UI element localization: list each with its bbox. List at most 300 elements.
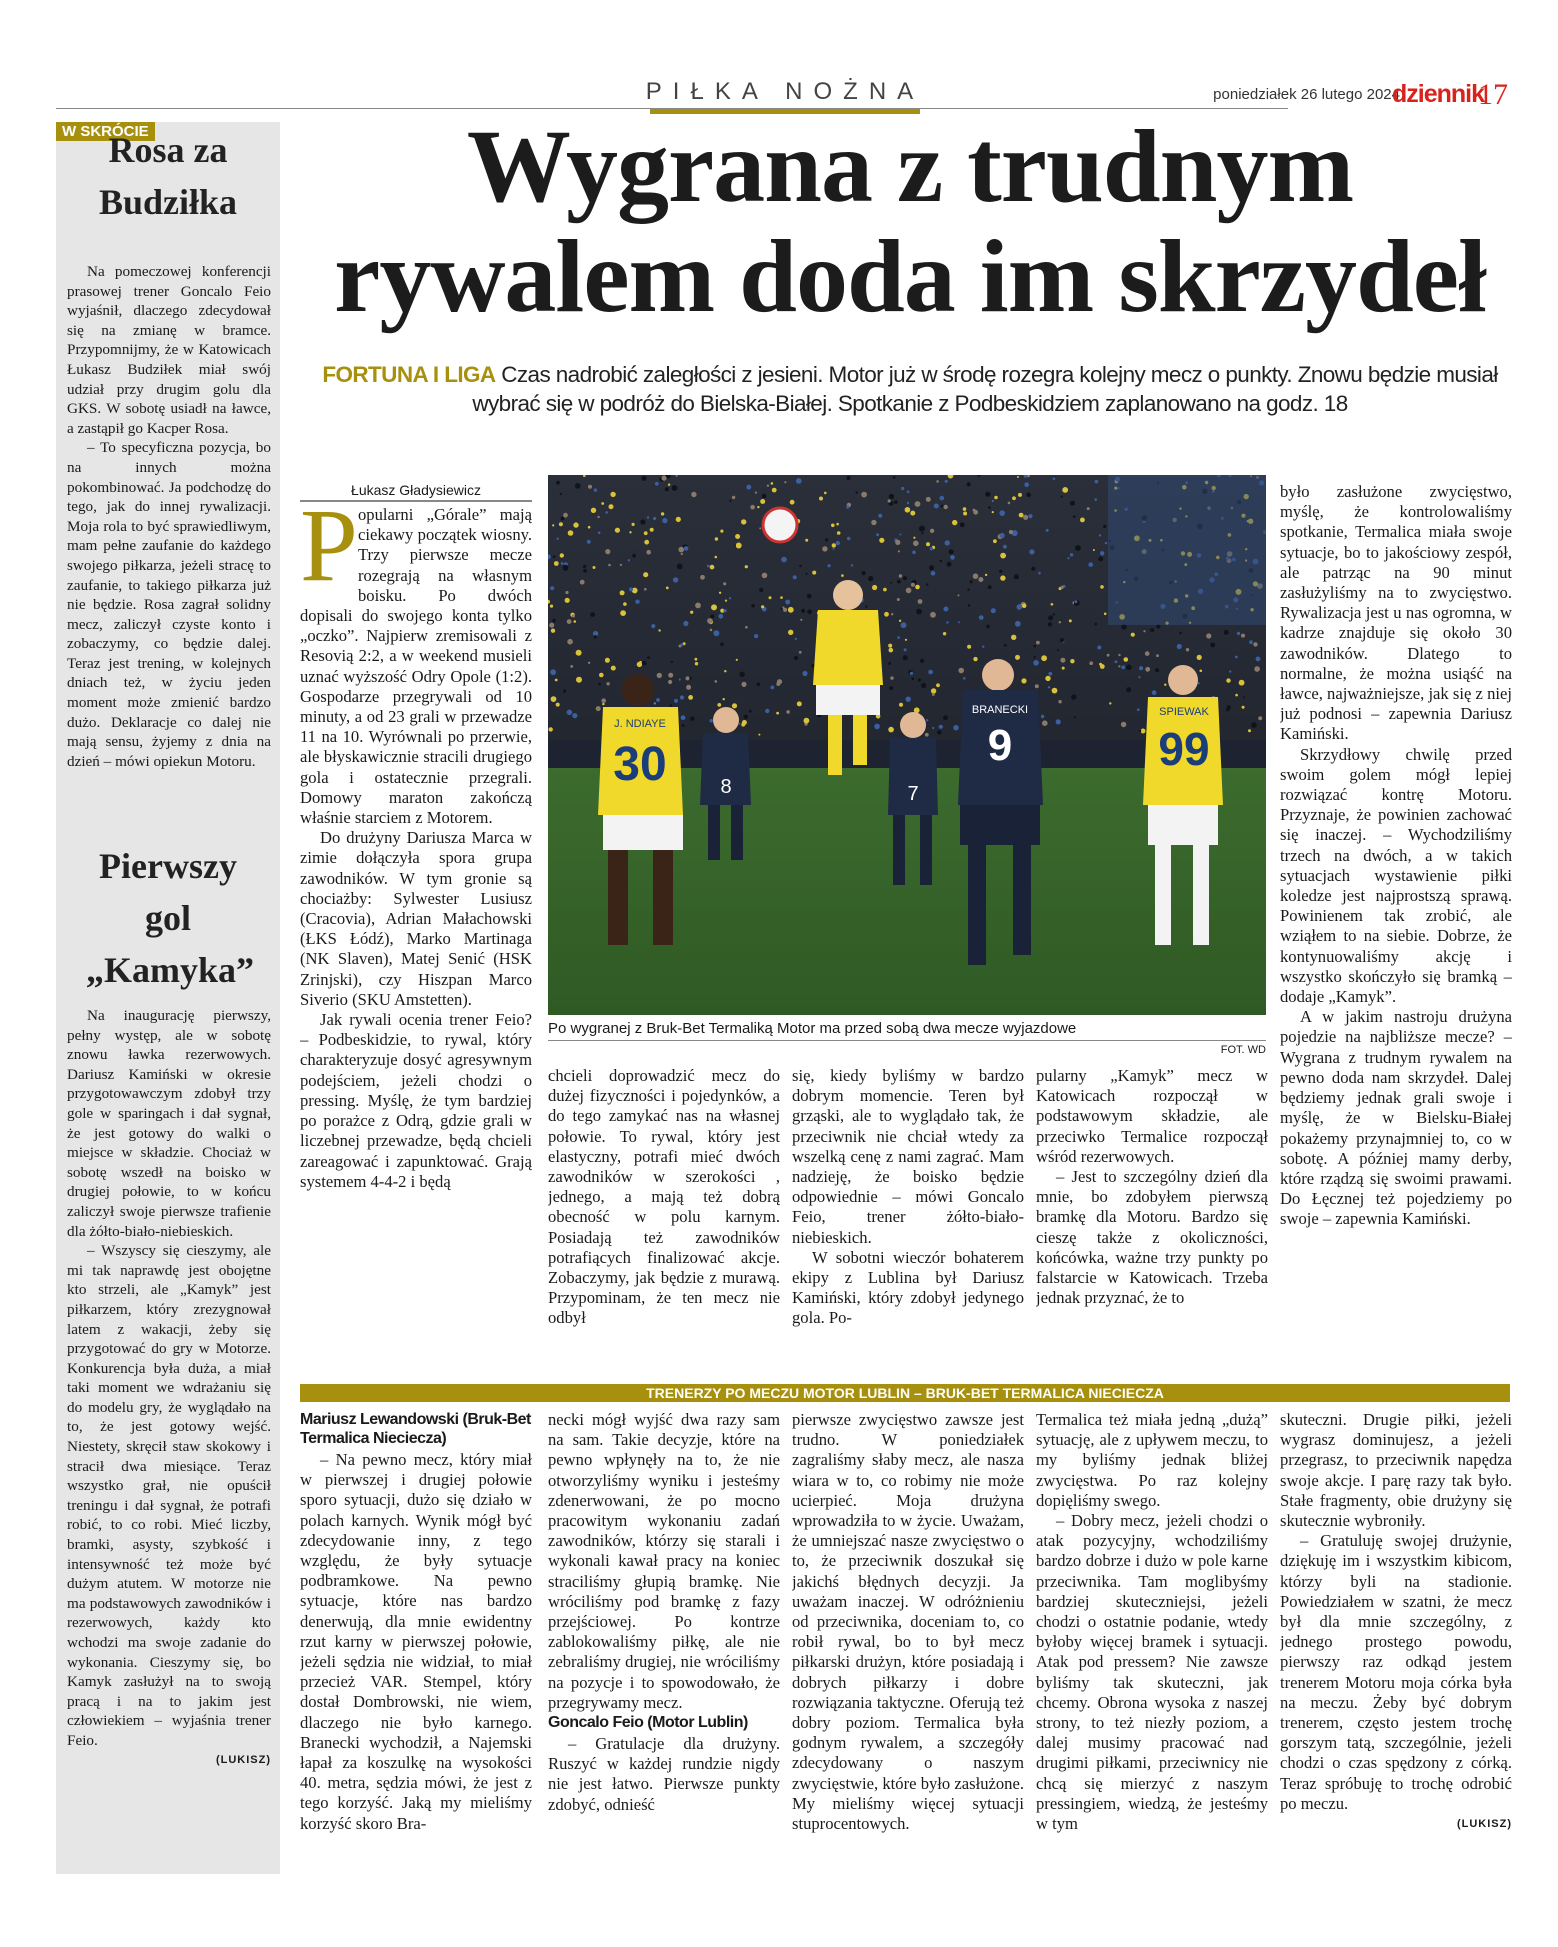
crowd-dot (1004, 644, 1007, 647)
crowd-dot (846, 476, 850, 480)
crowd-dot (567, 710, 573, 716)
crowd-dot (751, 604, 755, 608)
crowd-dot (910, 511, 915, 516)
crowd-dot (605, 549, 610, 554)
crowd-dot (807, 609, 812, 614)
crowd-dot (749, 710, 752, 713)
crowd-dot (878, 514, 882, 518)
crowd-dot (735, 534, 740, 539)
crowd-dot (970, 580, 973, 583)
crowd-dot (563, 565, 569, 571)
sidebar-in-brief (56, 122, 280, 1874)
crowd-dot (700, 575, 705, 580)
crowd-dot (640, 519, 645, 524)
crowd-dot (729, 500, 731, 502)
crowd-dot (681, 715, 686, 720)
crowd-dot (1198, 682, 1200, 684)
crowd-dot (985, 492, 990, 497)
crowd-dot (777, 679, 782, 684)
brief-body (67, 262, 271, 771)
crowd-dot (978, 577, 983, 582)
crowd-dot (755, 492, 757, 494)
crowd-dot (679, 679, 681, 681)
crowd-dot (992, 500, 994, 502)
crowd-dot (899, 620, 901, 622)
crowd-dot (760, 499, 765, 504)
crowd-dot (644, 588, 647, 591)
crowd-dot (1121, 624, 1126, 629)
crowd-dot (1145, 651, 1150, 656)
crowd-dot (684, 546, 689, 551)
crowd-dot (620, 610, 626, 616)
paragraph: Skrzydłowy chwilę przed swoim golem mógł lepiej rozwiązać kontrę Motoru. Przyznaje, że powinien zachować się inaczej. – Wychodziliśmy trzech na dwóch, a w takich sytuacjach wystawienie piłki koledze jest najprostszą sprawą. Powinienem tak zrobić, ale wziąłem to na siebie. Dobrze, że kontynuowaliśmy akcję i wszystko skończyło się bramką – dodaje „Kamyk”. (1280, 744, 1512, 1007)
crowd-dot (1241, 634, 1245, 638)
crowd-dot (644, 531, 648, 535)
crowd-dot (819, 497, 823, 501)
crowd-dot (780, 596, 783, 599)
crowd-dot (1251, 722, 1257, 728)
crowd-dot (1048, 622, 1052, 626)
crowd-dot (931, 571, 936, 576)
crowd-dot (732, 496, 735, 499)
crowd-dot (799, 651, 802, 654)
crowd-dot (988, 585, 992, 589)
crowd-dot (574, 620, 577, 623)
crowd-dot (1029, 549, 1034, 554)
crowd-dot (915, 501, 921, 507)
svg-text:99: 99 (1158, 723, 1210, 775)
crowd-dot (646, 550, 651, 555)
crowd-dot (953, 725, 958, 730)
crowd-dot (549, 623, 554, 628)
crowd-dot (673, 577, 678, 582)
crowd-dot (944, 505, 948, 509)
crowd-dot (1074, 716, 1076, 718)
crowd-dot (1080, 518, 1085, 523)
crowd-dot (1052, 688, 1058, 694)
crowd-dot (1023, 515, 1028, 520)
crowd-dot (862, 571, 866, 575)
brief-paragraph: – To specyficzna pozycja, bo na innych można pokombinować. Ja podchodzę do tego, jak do innej rywalizacji. Moja rola to być sprawiedliwym, mam pełne zaufanie do każdego swojego piłkarza, jeżeli stracę to zaufanie, to takiego piłkarza już nie będzie. Rosa zagrał solidny mecz, zaliczył czyste konto i zobaczymy, co będzie dalej. Teraz jest trening, w kolejnych dniach też, w życiu jeden moment może zmienić bardzo dużo. Deklaracje co dalej nie mają sensu, żyjemy z dnia na dzień – mówi opiekun Motoru. (67, 439, 271, 770)
crowd-dot (931, 688, 936, 693)
svg-text:30: 30 (613, 738, 667, 791)
page-number: 17 (1478, 78, 1508, 111)
crowd-dot (570, 665, 573, 668)
crowd-dot (919, 526, 925, 532)
crowd-dot (552, 619, 555, 622)
drop-cap-space (300, 488, 358, 605)
headline (300, 109, 1520, 334)
crowd-dot (1177, 644, 1182, 649)
crowd-dot (1235, 694, 1238, 697)
crowd-dot (1057, 649, 1059, 651)
crowd-dot (1062, 667, 1065, 670)
crowd-dot (999, 510, 1005, 516)
crowd-dot (947, 562, 952, 567)
crowd-dot (1075, 545, 1081, 551)
crowd-dot (780, 608, 782, 610)
crowd-dot (1099, 663, 1102, 666)
crowd-dot (1210, 642, 1215, 647)
brief-title: Pierwszy gol „Kamyka” (86, 846, 255, 990)
crowd-dot (1071, 694, 1076, 699)
crowd-dot (707, 618, 713, 624)
crowd-dot (736, 659, 738, 661)
crowd-dot (598, 531, 601, 534)
crowd-dot (910, 672, 913, 675)
crowd-dot (745, 626, 748, 629)
crowd-dot (560, 553, 564, 557)
crowd-dot (1097, 646, 1101, 650)
crowd-dot (729, 597, 731, 599)
crowd-dot (891, 613, 893, 615)
crowd-dot (653, 517, 656, 520)
crowd-dot (918, 678, 921, 681)
crowd-dot (958, 668, 964, 674)
crowd-dot (1061, 496, 1063, 498)
crowd-dot (1059, 621, 1061, 623)
crowd-dot (884, 612, 889, 617)
crowd-dot (717, 703, 721, 707)
crowd-dot (903, 576, 907, 580)
crowd-dot (597, 516, 599, 518)
crowd-dot (879, 538, 884, 543)
crowd-dot (1045, 676, 1050, 681)
crowd-dot (783, 608, 787, 612)
crowd-dot (912, 678, 915, 681)
crowd-dot (552, 524, 554, 526)
crowd-dot (680, 695, 684, 699)
crowd-dot (642, 476, 647, 481)
paragraph: opularni „Górale” mają ciekawy początek wiosny. Trzy pierwsze mecze rozegrają na własnym boisku. Po dwóch dopisali do swojego konta tylko „oczko”. Najpierw zremisowali z Resovią 2:2, a w weekend musieli uznać wyższość Odry Opole (1:2). Gospodarze przegrywali od 10 minuty, a od 23 grali w przewadze 11 na 10. Wyrównali po przerwie, ale błyskawicznie stracili drugiego gola i ostatecznie przegrali. Domowy maraton zakończą właśnie starciem z Motorem. (300, 505, 532, 828)
crowd-dot (889, 686, 893, 690)
crowd-dot (1019, 513, 1024, 518)
crowd-dot (759, 527, 761, 529)
signature: (LUKISZ) (215, 1753, 271, 1766)
crowd-dot (985, 574, 987, 576)
crowd-dot (946, 621, 948, 623)
crowd-dot (1087, 507, 1090, 510)
crowd-dot (632, 554, 636, 558)
crowd-dot (1249, 640, 1253, 644)
crowd-dot (1100, 551, 1104, 555)
crowd-dot (1248, 729, 1251, 732)
crowd-dot (583, 565, 586, 568)
crowd-dot (629, 587, 633, 591)
crowd-dot (950, 555, 955, 560)
crowd-dot (1031, 567, 1035, 571)
crowd-dot (936, 480, 939, 483)
crowd-dot (894, 500, 898, 504)
crowd-dot (549, 727, 553, 731)
crowd-dot (893, 476, 896, 479)
crowd-dot (913, 541, 919, 547)
paragraph: – Na pewno mecz, który miał w pierwszej i drugiej połowie sporo sytuacji, dużo się działo w polach karnych. Wynik mógł być zdecydowanie inny, z tego względu, że były sytuacje podbramkowe. Na pewno sytuacje, które nas bardzo denerwują, dla mnie ewidentny rzut karny w pierwszej połowie, jeżeli sędzia nie widział, to miał przecież VAR. Stempel, który dostał Dombrowski, nie wiem, dlaczego nie było karnego. Branecki wychodził, a Najemski łapał za koszulkę na wysokości 40. metra, sędzia mówi, że jest z tego korzyść. Jaką my mieliśmy korzyść skoro Bra- (300, 1450, 532, 1833)
crowd-dot (686, 685, 691, 690)
crowd-dot (554, 561, 559, 566)
crowd-dot (973, 573, 979, 579)
crowd-dot (741, 519, 746, 524)
crowd-dot (1254, 666, 1260, 672)
crowd-dot (943, 607, 948, 612)
crowd-dot (1028, 514, 1032, 518)
crowd-dot (1155, 668, 1159, 672)
crowd-dot (695, 658, 698, 661)
crowd-dot (555, 679, 558, 682)
coaches-section-bar: TRENERZY PO MECZU MOTOR LUBLIN – BRUK-BET TERMALICA NIECIECZA (300, 1384, 1510, 1402)
svg-text:SPIEWAK: SPIEWAK (1159, 706, 1209, 718)
crowd-dot (920, 659, 924, 663)
crowd-dot (757, 506, 759, 508)
crowd-dot (1036, 641, 1040, 645)
crowd-dot (1026, 493, 1031, 498)
svg-text:9: 9 (987, 721, 1013, 770)
signature: (LUKISZ) (1456, 1818, 1512, 1831)
crowd-dot (1104, 613, 1107, 616)
crowd-dot (594, 488, 597, 491)
crowd-dot (1226, 678, 1230, 682)
crowd-dot (1060, 638, 1064, 642)
crowd-dot (963, 677, 966, 680)
crowd-dot (1253, 642, 1257, 646)
paragraph: – Dobry mecz, jeżeli chodzi o atak pozycyjny, wchodziliśmy bardzo dobrze i dużo w pole karne przeciwnika. Tam moglibyśmy bardziej skuteczniejsi, jeżeli chodzi o ostatnie podanie, wtedy byłoby więcej bramek i sytuacji. Atak pod pressem? Nie zawsze byliśmy tak skuteczni, jak chcemy. Obrona wysoka z naszej strony, to też niezły poziom, a dalej musimy pracować nad drugimi piłkami, przeciwnicy nie chcą się mierzyć z naszym pressingiem, wiedzą, że jesteśmy w tym (1036, 1511, 1268, 1834)
crowd-dot (967, 645, 971, 649)
crowd-dot (565, 591, 568, 594)
crowd-dot (690, 717, 694, 721)
crowd-dot (647, 656, 650, 659)
crowd-dot (905, 507, 911, 513)
crowd-dot (926, 583, 928, 585)
crowd-dot (551, 696, 557, 702)
photo-credit: FOT. WD (1220, 1044, 1266, 1056)
crowd-dot (865, 606, 867, 608)
crowd-dot (988, 506, 991, 509)
crowd-dot (897, 636, 900, 639)
crowd-dot (668, 673, 673, 678)
crowd-dot (556, 703, 560, 707)
crowd-dot (1034, 656, 1036, 658)
crowd-dot (928, 670, 933, 675)
crowd-dot (678, 547, 684, 553)
crowd-dot (1118, 665, 1120, 667)
crowd-dot (1015, 655, 1020, 660)
crowd-dot (590, 612, 595, 617)
crowd-dot (588, 662, 590, 664)
crowd-dot (1235, 656, 1238, 659)
crowd-dot (746, 485, 751, 490)
crowd-dot (665, 487, 669, 491)
crowd-dot (567, 619, 572, 624)
crowd-dot (710, 614, 714, 618)
crowd-dot (1018, 493, 1022, 497)
crowd-dot (904, 648, 907, 651)
crowd-dot (943, 632, 946, 635)
crowd-dot (686, 676, 690, 680)
crowd-dot (801, 609, 805, 613)
crowd-dot (825, 538, 828, 541)
crowd-dot (940, 560, 943, 563)
crowd-dot (681, 643, 684, 646)
crowd-dot (925, 733, 929, 737)
crowd-dot (601, 502, 604, 505)
coaches-column (548, 1410, 780, 1880)
crowd-dot (831, 524, 835, 528)
crowd-dot (1179, 632, 1182, 635)
crowd-dot (1009, 530, 1013, 534)
crowd-dot (1003, 545, 1007, 549)
crowd-dot (1060, 658, 1065, 663)
crowd-dot (1000, 533, 1005, 538)
crowd-dot (1069, 619, 1072, 622)
crowd-dot (812, 571, 816, 575)
crowd-dot (606, 682, 609, 685)
crowd-dot (720, 530, 723, 533)
crowd-dot (1242, 706, 1245, 709)
lead (300, 360, 1520, 418)
crowd-dot (557, 538, 559, 540)
crowd-dot (739, 672, 744, 677)
crowd-dot (719, 592, 721, 594)
paragraph: chcieli doprowadzić mecz do dużej fizyczności i pojedynków, a do tego zamykać nas na własnej połowie. To rywal, który jest elastyczny, potrafi mieć dwóch zawodników w szerokości , jednego, a mają też dobrą obecność w polu karnym. Posiadają też zawodników potrafiących finalizować akcje. Zobaczymy, jak będzie z murawą. Przypominam, że ten mecz nie odbył (548, 1066, 780, 1328)
crowd-dot (1048, 615, 1053, 620)
crowd-dot (658, 629, 660, 631)
paragraph: – Gratulacje dla drużyny. Ruszyć w każdej rundzie nigdy nie jest łatwo. Pierwsze punkty zdobyć, odnieść (548, 1734, 780, 1814)
crowd-dot (643, 572, 648, 577)
article-column (548, 1066, 780, 1357)
crowd-dot (1038, 572, 1041, 575)
crowd-dot (610, 492, 615, 497)
crowd-dot (889, 648, 894, 653)
crowd-dot (1243, 696, 1245, 698)
crowd-dot (576, 650, 582, 656)
crowd-dot (926, 497, 931, 502)
crowd-dot (588, 526, 591, 529)
crowd-dot (1033, 660, 1039, 666)
crowd-dot (847, 537, 851, 541)
crowd-dot (794, 656, 798, 660)
svg-text:7: 7 (907, 783, 919, 805)
speaker-heading: Goncalo Feio (Motor Lublin) (548, 1714, 748, 1732)
crowd-dot (1017, 604, 1023, 610)
crowd-dot (1022, 604, 1026, 608)
crowd-dot (1239, 680, 1245, 686)
crowd-dot (1098, 557, 1103, 562)
crowd-dot (561, 517, 565, 521)
crowd-dot (805, 573, 807, 575)
crowd-dot (804, 718, 810, 724)
crowd-dot (573, 522, 578, 527)
crowd-dot (691, 492, 696, 497)
crowd-dot (986, 625, 990, 629)
crowd-dot (565, 598, 570, 603)
crowd-dot (668, 484, 670, 486)
crowd-dot (629, 531, 631, 533)
crowd-dot (620, 590, 625, 595)
crowd-dot (841, 574, 844, 577)
crowd-dot (781, 557, 787, 563)
crowd-dot (690, 611, 693, 614)
crowd-dot (550, 669, 556, 675)
crowd-dot (724, 609, 727, 612)
crowd-dot (1118, 654, 1120, 656)
crowd-dot (1186, 648, 1189, 651)
crowd-dot (1056, 719, 1061, 724)
crowd-dot (906, 697, 911, 702)
brief-paragraph: Na pomeczowej konferencji prasowej trener Goncalo Feio wyjaśnił, dlaczego zdecydował się na zmianę w bramce. Przypomnijmy, że w Katowicach Łukasz Budziłek miał swój udział przy drugim golu dla GKS. W sobotę usiadł na ławce, a zastąpił go Kacper Rosa. (67, 263, 271, 437)
crowd-dot (559, 522, 563, 526)
crowd-dot (1011, 635, 1016, 640)
crowd-dot (1058, 700, 1061, 703)
crowd-dot (1048, 672, 1052, 676)
paragraph: A w jakim nastroju drużyna pojedzie na najbliższe mecze? – Wygrana z trudnym rywalem na pewno doda nam skrzydeł. Dalej będziemy jednak grali swoje i myślę, że w Bielsku-Białej pokażemy przynajmniej to, co w sobotę. A później mamy derby, które rządzą się swoimi prawami. Do Łęcznej też pojedziemy po swoje – zapewnia Kamiński. (1280, 1007, 1512, 1229)
ball (763, 508, 797, 542)
crowd-dot (623, 602, 627, 606)
crowd-dot (1094, 498, 1097, 501)
crowd-dot (897, 580, 901, 584)
crowd-dot (1126, 665, 1132, 671)
crowd-dot (982, 646, 984, 648)
crowd-dot (1237, 632, 1240, 635)
article-column (792, 1066, 1024, 1357)
crowd-dot (958, 621, 960, 623)
crowd-dot (762, 494, 767, 499)
crowd-dot (745, 565, 748, 568)
crowd-dot (583, 569, 587, 573)
crowd-dot (713, 630, 719, 636)
crowd-dot (1062, 487, 1068, 493)
crowd-dot (788, 607, 794, 613)
crowd-dot (1060, 586, 1063, 589)
crowd-dot (1035, 684, 1039, 688)
crowd-dot (1095, 480, 1099, 484)
crowd-dot (1200, 670, 1203, 673)
crowd-dot (945, 480, 948, 483)
crowd-dot (952, 520, 957, 525)
brief-paragraph: Na inaugurację pierwszy, pełny występ, ale w sobotę znowu ławka rezerwowych. Dariusz Kamiński w okresie przygotowawczym zdobył trzy gole w sparingach i dał sygnał, że jest gotowy do walki o miejsce w składzie. Chociaż w sobotę wszedł na boisko w drugiej połowie, to w końcu zaliczył swoje pierwsze trafienie dla żółto-biało-niebieskich. (67, 1007, 271, 1240)
lead-kicker: FORTUNA I LIGA (322, 362, 496, 387)
crowd-dot (567, 639, 573, 645)
crowd-dot (1143, 630, 1145, 632)
crowd-dot (872, 585, 877, 590)
headline-line: rywalem doda im skrzydeł (334, 219, 1486, 334)
crowd-dot (963, 507, 967, 511)
crowd-dot (556, 481, 560, 485)
crowd-dot (916, 609, 922, 615)
crowd-dot (723, 698, 725, 700)
crowd-dot (587, 540, 591, 544)
crowd-dot (968, 604, 971, 607)
article-column (1280, 482, 1512, 1357)
crowd-dot (611, 666, 616, 671)
crowd-dot (934, 504, 939, 509)
crowd-dot (1008, 502, 1011, 505)
crowd-dot (899, 574, 902, 577)
crowd-dot (930, 529, 934, 533)
crowd-dot (1048, 686, 1050, 688)
newspaper-logo: dziennik (1392, 80, 1485, 108)
crowd-dot (710, 565, 715, 570)
paragraph: Do drużyny Dariusza Marca w zimie dołączyła spora grupa zawodników. W tym gronie są chociażby: Sylwester Lusiusz (Cracovia), Adrian Małachowski (ŁKS Łódź), Marko Martinaga (NK Slaven), Matej Senić (HSK Zrinjski), czy Hiszpan Marco Siverio (SKU Amstetten). (300, 828, 532, 1009)
crowd-dot (1121, 665, 1125, 669)
crowd-dot (655, 482, 659, 486)
crowd-dot (715, 537, 718, 540)
crowd-dot (979, 615, 984, 620)
crowd-dot (736, 543, 742, 549)
coaches-column (300, 1410, 532, 1880)
crowd-dot (1103, 525, 1106, 528)
crowd-dot (918, 599, 923, 604)
crowd-dot (868, 576, 873, 581)
